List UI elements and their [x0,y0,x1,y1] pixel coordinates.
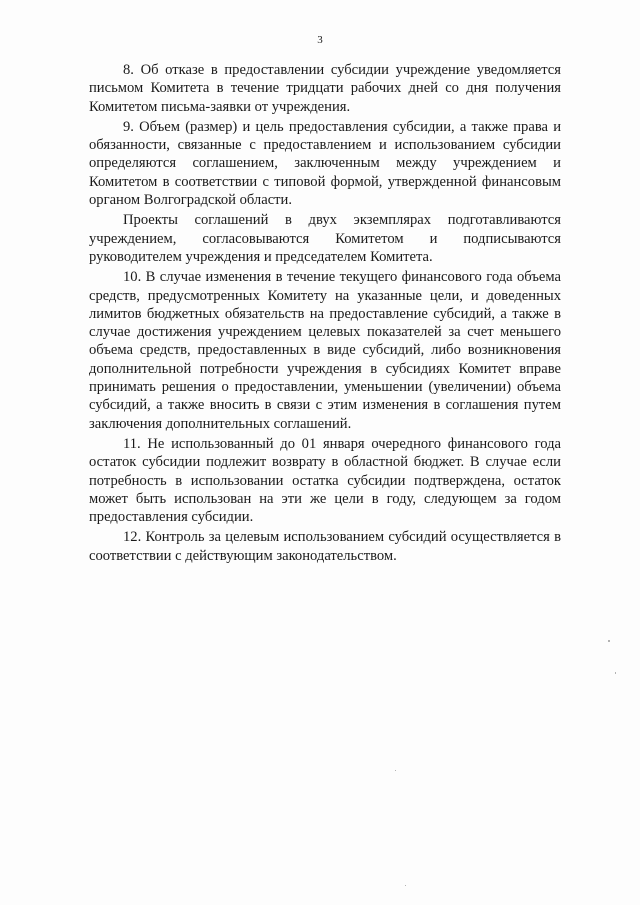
scan-speck [395,770,396,771]
paragraph-9: 9. Объем (размер) и цель предоставления субсидии, а также права и обязанности, связанные с предоставлением и использованием субсидии определяются соглашением, заключенным между учреждением и Комитетом в соответствии с типовой формой, утвержденной финансовым органом Волгоградской области. [89,118,561,209]
paragraph-9-projects: Проекты соглашений в двух экземплярах подготавливаются учреждением, согласовываются Комитетом и подписываются руководителем учреждения и председателем Комитета. [89,212,561,265]
scan-speck [608,640,610,642]
paragraph-12: 12. Контроль за целевым использованием субсидий осуществляется в соответствии с действующим законодательством. [89,529,561,564]
page-number: 3 [317,34,323,46]
paragraph-8: 8. Об отказе в предоставлении субсидии учреждение уведомляется письмом Комитета в течение тридцати рабочих дней со дня получения Комитетом письма-заявки от учреждения. [89,62,561,115]
paragraph-11: 11. Не использованный до 01 января очередного финансового года остаток субсидии подлежит возврату в областной бюджет. В случае если потребность в использовании остатка субсидии подтверждена, остаток может быть использован на эти же цели в году, следующем за годом предоставления субсидии. [89,435,561,526]
paragraph-10: 10. В случае изменения в течение текущего финансового года объема средств, предусмотренных Комитету на указанные цели, и доведенных лимитов бюджетных обязательств на предоставление субсидий, а также в случае достижения учреждением целевых показателей за счет меньшего объема средств, предоставленных в виде субсидий, либо возникновения дополнительной потребности учреждения в субсидиях Комитет вправе принимать решения о предоставлении, уменьшении (увеличении) объема субсидий, а также вносить в связи с этим изменения в соглашения путем заключения дополнительных соглашений. [89,269,561,432]
scan-speck [405,885,406,886]
document-body [89,61,561,565]
scan-speck [615,672,616,674]
